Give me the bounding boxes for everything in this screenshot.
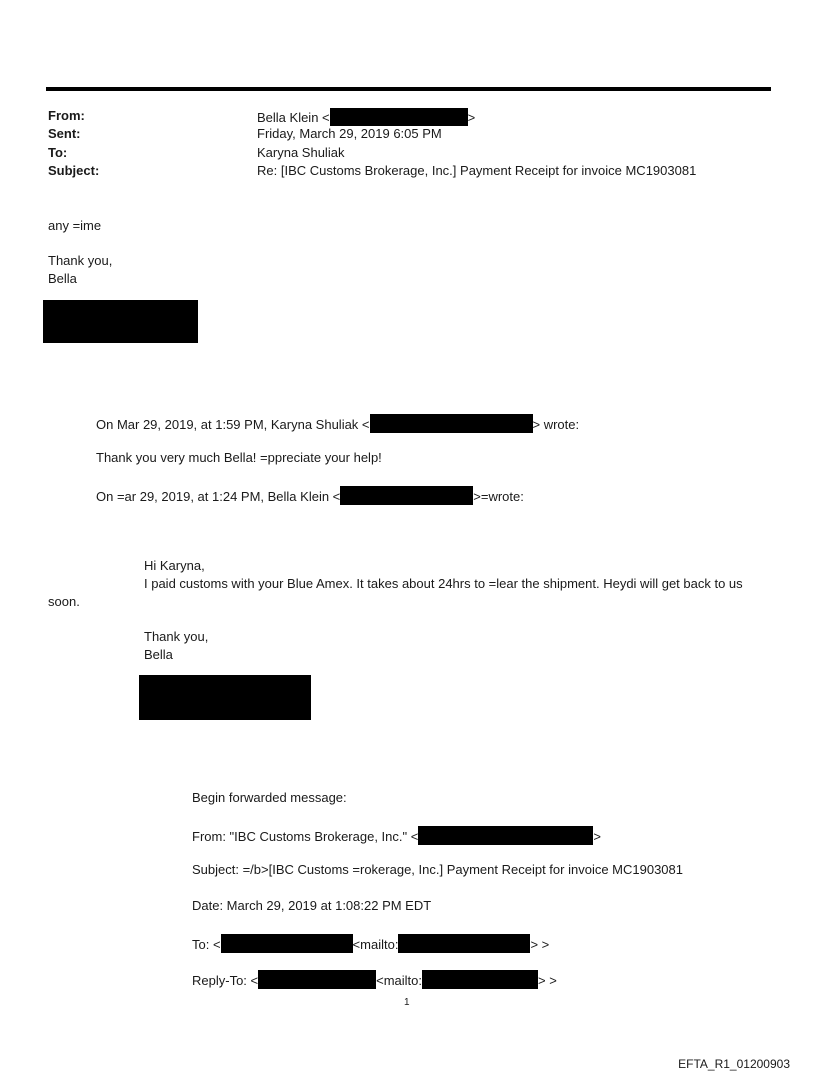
quote1-intro — [96, 414, 579, 433]
quote2-thanks: Thank you, — [144, 629, 209, 644]
document-id: EFTA_R1_01200903 — [678, 1057, 790, 1071]
redaction-bar — [340, 486, 473, 505]
forwarded-to — [192, 934, 549, 953]
quote1-intro-end: > wrote: — [532, 417, 580, 432]
from-label: From: — [48, 108, 85, 123]
body-name: Bella — [48, 271, 77, 286]
quote1-intro2-end: >=wrote: — [473, 489, 524, 504]
forwarded-to-end: > > — [530, 937, 550, 952]
quote1-intro-text: On Mar 29, 2019, at 1:59 PM, Karyna Shuliak < — [96, 417, 370, 432]
forwarded-reply-to — [192, 970, 557, 989]
forwarded-reply-mailto: <mailto: — [376, 973, 423, 988]
forwarded-subject: Subject: =/b>[IBC Customs =rokerage, Inc.] Payment Receipt for invoice MC1903081 — [192, 862, 683, 877]
page-number: 1 — [404, 997, 410, 1008]
quote1-intro2 — [96, 486, 524, 505]
redaction-bar — [422, 970, 538, 989]
forwarded-from-text: From: "IBC Customs Brokerage, Inc." < — [192, 829, 419, 844]
forwarded-date: Date: March 29, 2019 at 1:08:22 PM EDT — [192, 898, 432, 913]
from-end: > — [467, 110, 476, 125]
from-value — [257, 108, 475, 126]
quote2-greeting: Hi Karyna, — [144, 558, 205, 573]
sent-label: Sent: — [48, 126, 81, 141]
redaction-bar — [370, 414, 533, 433]
forwarded-begin: Begin forwarded message: — [192, 790, 347, 805]
quote2-line1: I paid customs with your Blue Amex. It takes about 24hrs to =lear the shipment. Heydi will get back to us — [144, 576, 743, 591]
header-rule — [46, 87, 771, 91]
to-value: Karyna Shuliak — [257, 145, 345, 160]
forwarded-to-text: To: < — [192, 937, 221, 952]
sent-value: Friday, March 29, 2019 6:05 PM — [257, 126, 442, 141]
from-name: Bella Klein < — [257, 110, 330, 125]
body-thanks: Thank you, — [48, 253, 113, 268]
quote2-line2: soon. — [48, 594, 80, 609]
to-label: To: — [48, 145, 68, 160]
body-line1: any =ime — [48, 218, 102, 233]
forwarded-from — [192, 826, 601, 845]
forwarded-from-end: > — [593, 829, 601, 844]
redaction-block — [43, 300, 198, 343]
redaction-block — [139, 675, 311, 720]
forwarded-reply-text: Reply-To: < — [192, 973, 259, 988]
subject-value: Re: [IBC Customs Brokerage, Inc.] Payment Receipt for invoice MC1903081 — [257, 163, 697, 178]
subject-label: Subject: — [48, 163, 100, 178]
quote2-name: Bella — [144, 647, 173, 662]
redaction-bar — [221, 934, 353, 953]
quote1-intro2-text: On =ar 29, 2019, at 1:24 PM, Bella Klein < — [96, 489, 341, 504]
redaction-bar — [398, 934, 530, 953]
quote1-text: Thank you very much Bella! =ppreciate your help! — [96, 450, 382, 465]
forwarded-to-mailto: <mailto: — [352, 937, 399, 952]
redaction-bar — [330, 108, 468, 126]
redaction-bar — [258, 970, 376, 989]
redaction-bar — [418, 826, 593, 845]
forwarded-reply-end: > > — [538, 973, 557, 988]
